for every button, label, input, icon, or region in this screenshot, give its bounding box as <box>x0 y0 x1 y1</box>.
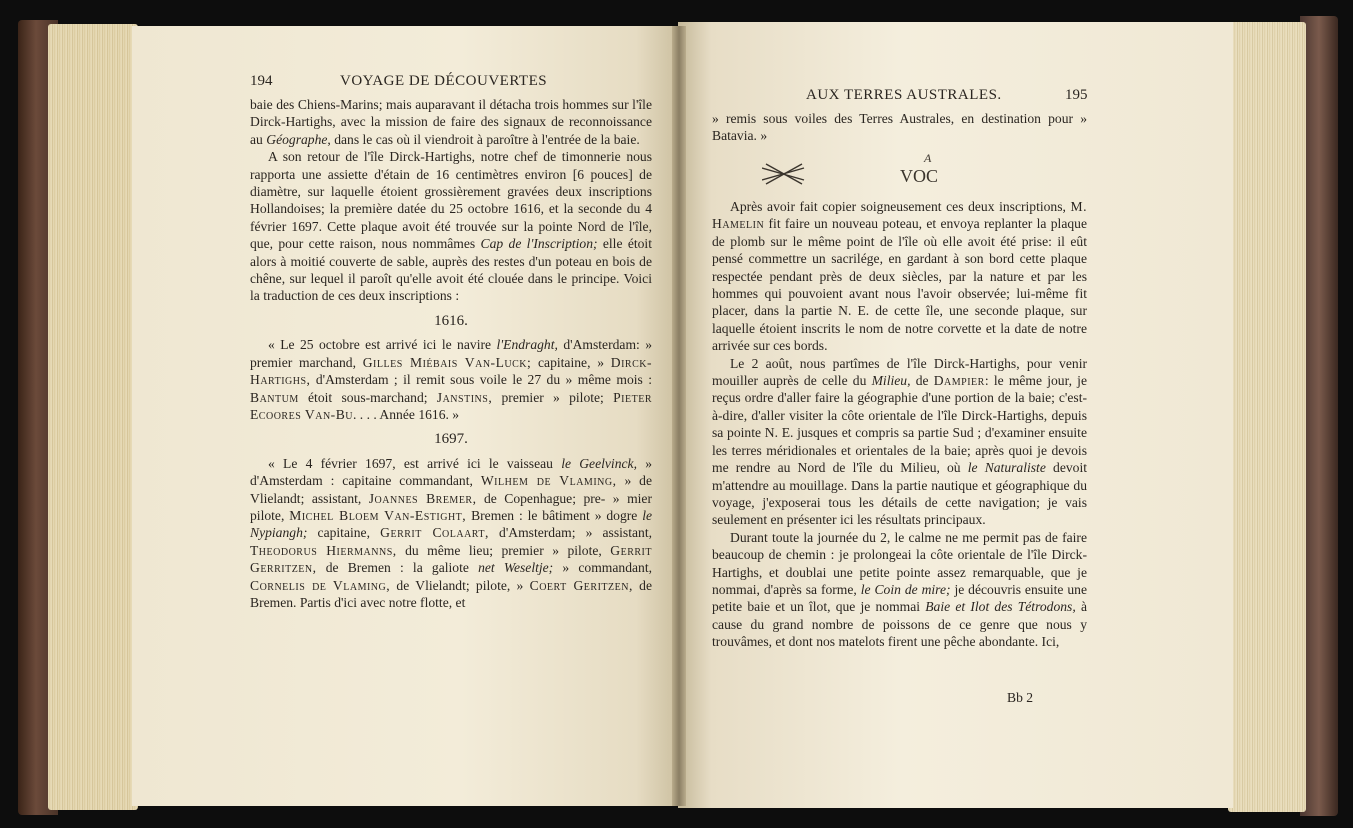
inscription-year-1616: 1616. <box>434 312 468 329</box>
left-page-body <box>250 96 652 611</box>
page-edges-right <box>1228 22 1306 812</box>
right-page-body <box>712 198 1087 651</box>
page-edges-left <box>48 24 138 810</box>
inscription-1697: « Le 4 février 1697, est arrivé ici le vaisseau le Geelvinck, » d'Amsterdam : capitaine commandant, Wilhem de Vlaming, » de Vlielandt; assistant, Joannes Bremer, de Copenhague; pre- » mier pilote, Michel Bloem Van-Estight, Bremen : le bâtiment » dogre le Nypiangh; capitaine, Gerrit Colaart, d'Amsterdam; » assistant, Theodorus Hiermanns, du même lieu; premier » pilote, Gerrit Gerritzen, de Bremen : la galiote net Weseltje; » commandant, Cornelis de Vlaming, de Vlielandt; pilote, » Coert Geritzen, de Bremen. Partis d'ici avec notre flotte, et <box>250 455 653 610</box>
paragraph: Le 2 août, nous partîmes de l'île Dirck-Hartighs, pour venir mouiller auprès de celle du Milieu, de Dampier: le même jour, je reçus ordre d'aller faire la géographie d'une portion de la baie; c'est-à-dire, d'aller visiter la côte orientale de l'île Dirck-Hartighs, depuis sa pointe N. E. jusques et compris sa partie Sud ; d'examiner ensuite les terres méridionales et orientales de la baie; après quoi je devois me rendre au Nord de l'île du Milieu, où le Naturaliste devoit m'attendre au mouillage. Dans la partie nautique et géographique du voyage, j'exposerai tous les détails de cette navigation; je vais seulement en présenter ici les résultats principaux. <box>712 355 1087 528</box>
inscription-1616: « Le 25 octobre est arrivé ici le navire l'Endraght, d'Amsterdam: » premier marchand, Gilles Miébais Van-Luck; capitaine, » Dirck-Hartighs, d'Amsterdam ; il remit sous voile le 27 du » même mois : Bantum étoit sous-marchand; Janstins, premier » pilote; Pieter Ecoores Van-Bu. . . . Année 1616. » <box>250 337 653 422</box>
merchant-marks <box>762 150 962 190</box>
right-page-number: 195 <box>1065 87 1088 103</box>
right-page-body-top <box>712 110 1087 145</box>
inscription-end: » remis sous voiles des Terres Australes, en destination pour » Batavia. » <box>712 111 1087 144</box>
paragraph: A son retour de l'île Dirck-Hartighs, notre chef de timonnerie nous rapporta une assiette d'étain de 16 centimètres environ [6 pouces] de diamètre, sur laquelle étoient grossièrement gravées deux inscriptions Hollandoises; la première datée du 25 octobre 1616, et la seconde du 4 février 1697. Cette plaque avoit été trouvée sur la pointe Nord de l'île, que, pour cette raison, nous nommâmes Cap de l'Inscription; elle étoit alors à moitié couverte de sable, auprès des restes d'un poteau en bois de chêne, sur lequel il paroît qu'elle avoit été clouée dans le principe. Voici la traduction de ces deux inscriptions : <box>250 149 652 304</box>
right-running-head: AUX TERRES AUSTRALES. <box>806 87 1002 103</box>
mark-letter: A <box>924 151 932 165</box>
paragraph: Durant toute la journée du 2, le calme ne me permit pas de faire beaucoup de chemin : je prolongeai la côte orientale de l'île Dirck-Hartighs, et doublai une petite pointe assez remarquable, que je nommai, d'après sa forme, le Coin de mire; je découvris ensuite une petite baie et un îlot, que je nommai Baie et Ilot des Tétrodons, à cause du grand nombre de poissons de ce genre que nous y trouvâmes, et dont nos matelots firent une pêche abondante. Ici, <box>712 529 1087 650</box>
paragraph: Après avoir fait copier soigneusement ces deux inscriptions, M. Hamelin fit faire un nouveau poteau, et envoya replanter la plaque de plomb sur le même point de l'île où elle avoit été prise: il eût pensé commettre un sacrilége, en gardant à son bord cette plaque respectée pendant près de deux siècles, par la nature et par les hommes qui pouvoient avant nous l'avoir observée; lui-même fit placer, dans la partie N. E. de cette île, une seconde plaque, sur laquelle étoient inscrits le nom de notre corvette et la date de notre arrivée sur ces bords. <box>712 199 1087 354</box>
voc-monogram-icon: VOC <box>900 166 939 186</box>
left-running-head: VOYAGE DE DÉCOUVERTES <box>340 73 548 89</box>
signature-mark: Bb 2 <box>1007 690 1034 705</box>
left-page-number: 194 <box>250 73 273 89</box>
inscription-year-1697: 1697. <box>434 431 468 448</box>
paragraph: baie des Chiens-Marins; mais auparavant il détacha trois hommes sur l'île Dirck-Hartighs, avec la mission de faire des signaux de reconnoissance au Géographe, dans le cas où il viendroit à paroître à l'entrée de la baie. <box>250 97 652 147</box>
book-gutter <box>672 26 686 806</box>
crossed-mark-icon <box>762 164 804 184</box>
